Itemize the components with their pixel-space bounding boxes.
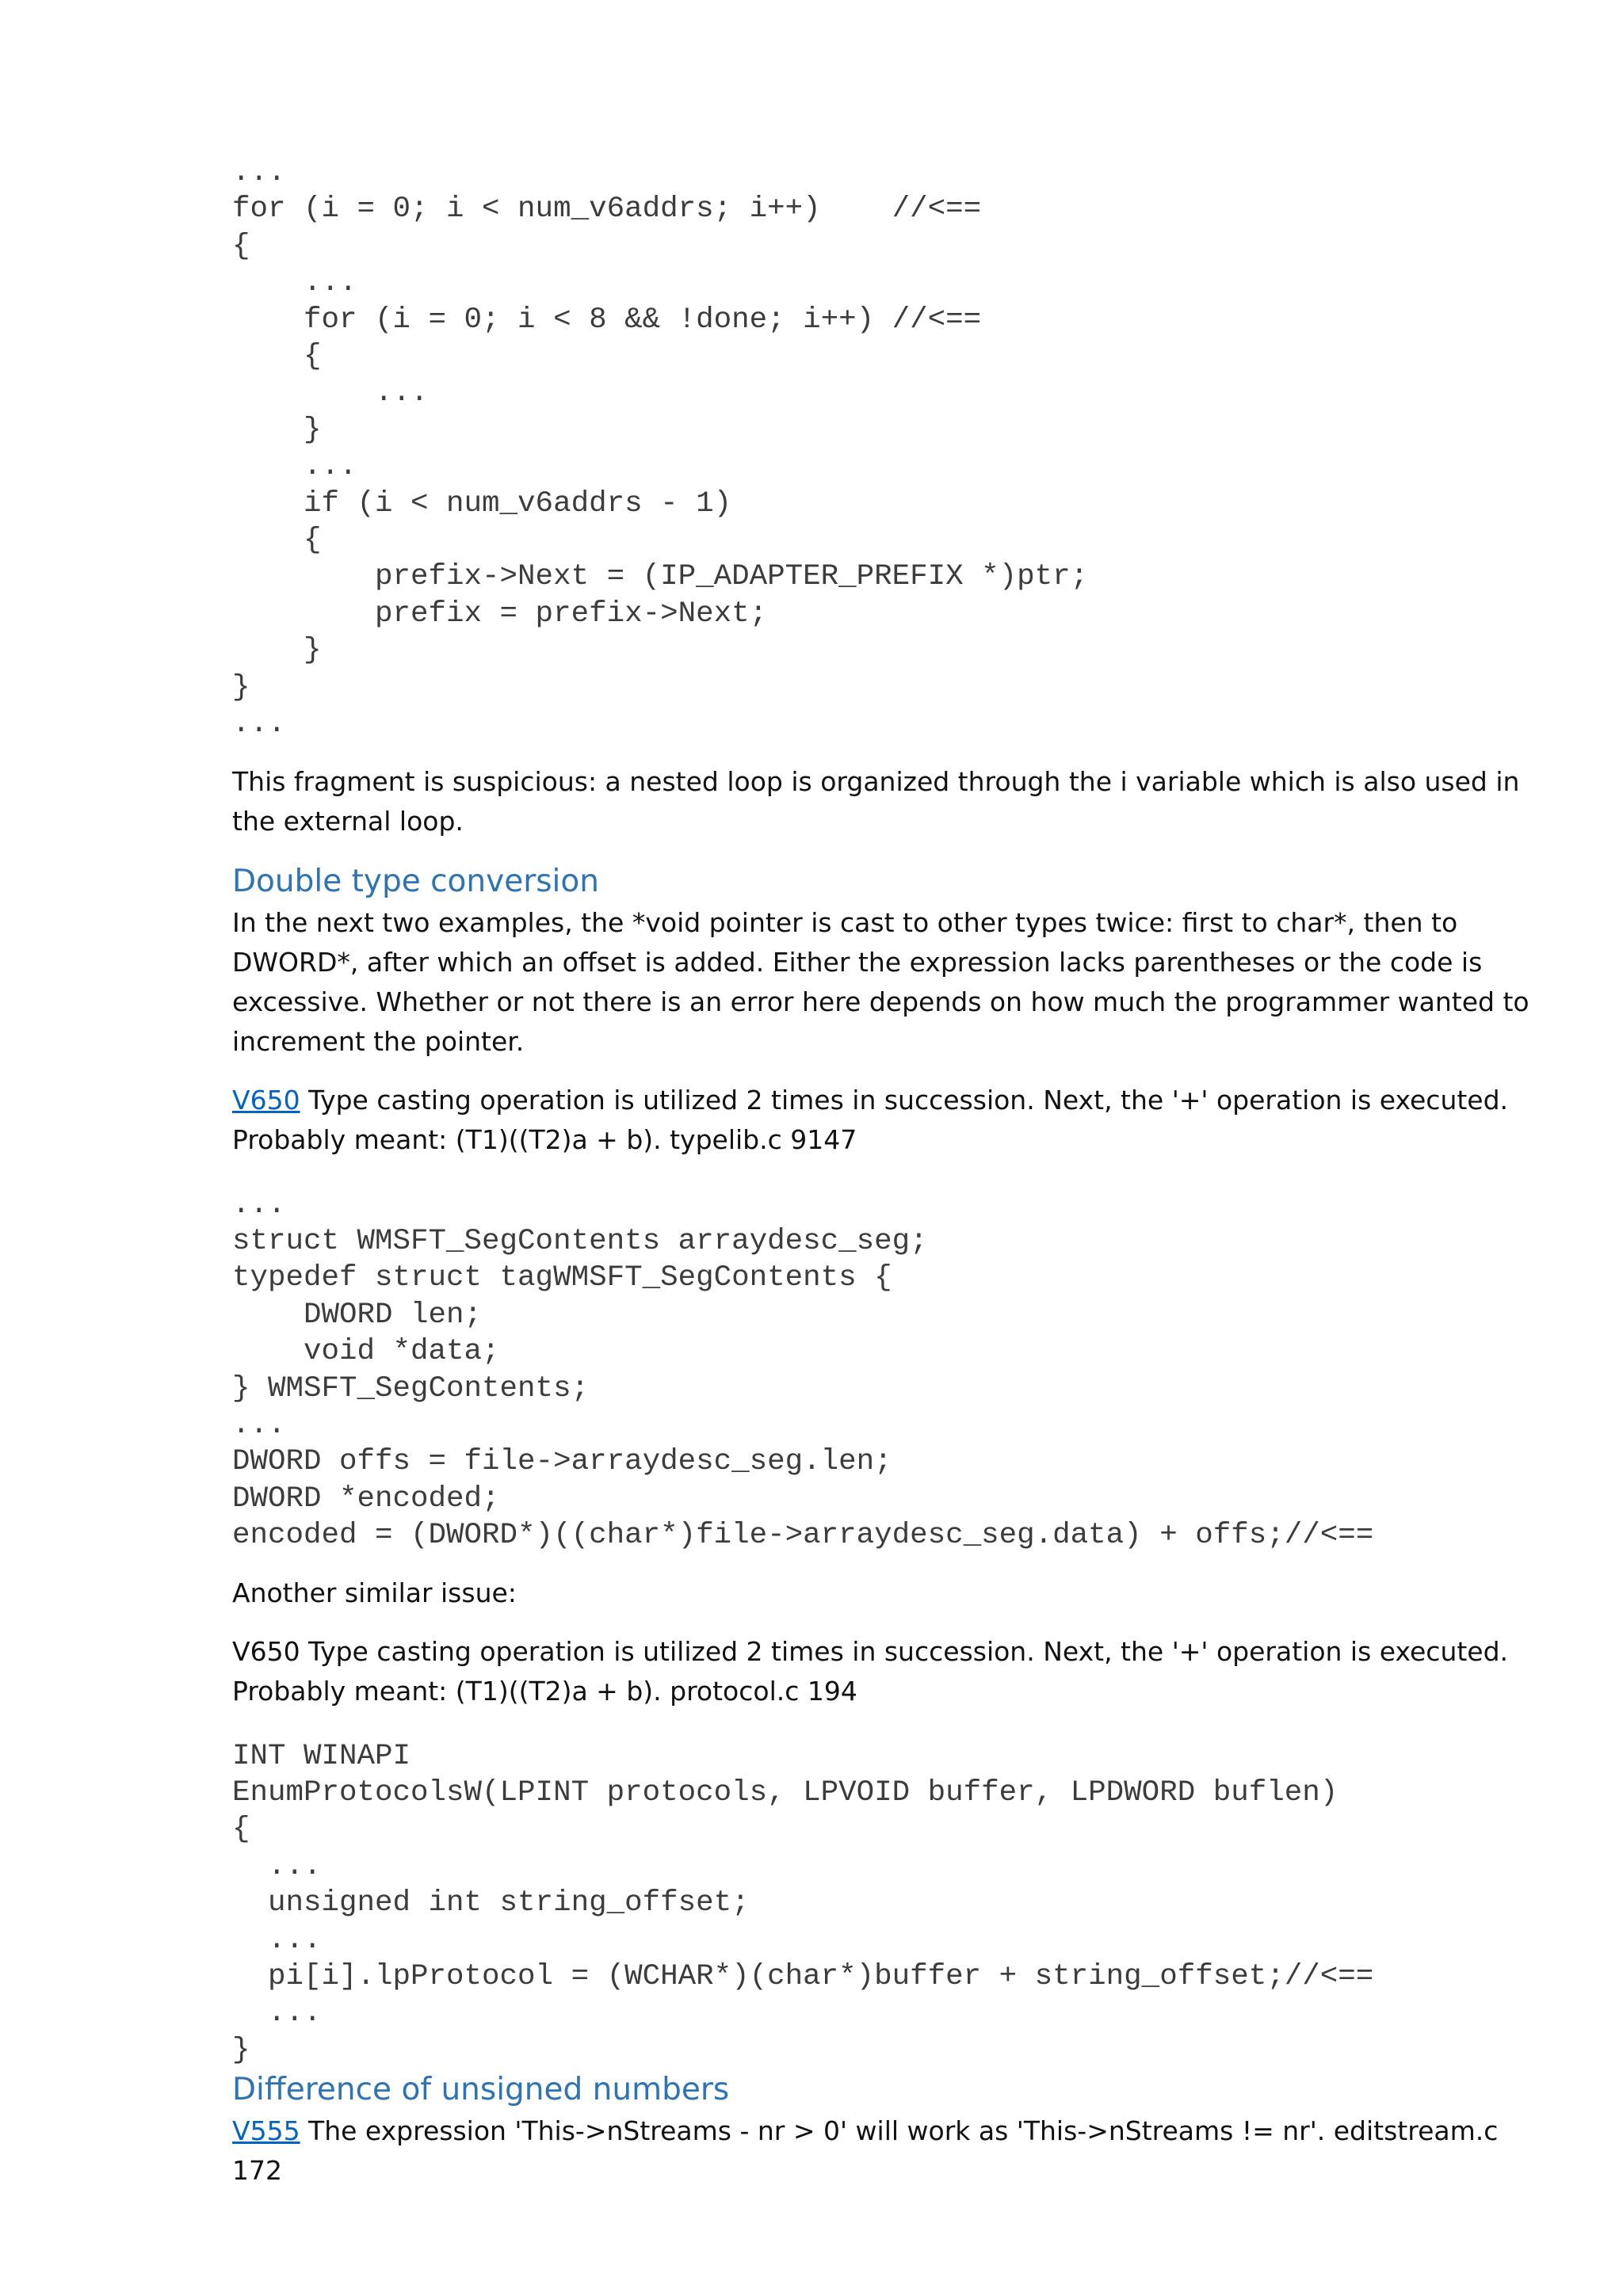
link-v650[interactable]: V650 — [232, 1084, 300, 1116]
paragraph-another-issue: Another similar issue: — [232, 1577, 517, 1608]
heading-double-type-conversion: Double type conversion — [232, 863, 599, 899]
paragraph-v650-protocol: V650 Type casting operation is utilized 2 times in succession. Next, the '+' operation is executed. Probably meant: (T1)((T2)a + b). protocol.c 194 — [232, 1635, 1509, 1707]
paragraph-double-cast-intro: In the next two examples, the *void pointer is cast to other types twice: first to char*, then to DWORD*, after which an offset is added. Either the expression lacks parentheses or the code is excessive. Whether or not there is an error here depends on how much the programmer wanted to increment the pointer. — [232, 906, 1529, 1057]
heading-difference-unsigned: Difference of unsigned numbers — [232, 2072, 730, 2108]
paragraph-v650-typelib — [232, 1081, 1532, 1160]
v555-text: The expression 'This->nStreams - nr > 0' will work as 'This->nStreams != nr'. editstream.c 172 — [232, 2115, 1499, 2187]
v650-typelib-text: Type casting operation is utilized 2 times in succession. Next, the '+' operation is executed. Probably meant: (T1)((T2)a + b). typelib.c 9147 — [232, 1084, 1509, 1155]
paragraph-nested-loop-note: This fragment is suspicious: a nested loop is organized through the i variable which is also used in the external loop. — [232, 765, 1520, 837]
paragraph-v555 — [232, 2111, 1532, 2191]
code-block-protocol: INT WINAPI EnumProtocolsW(LPINT protocols, LPVOID buffer, LPDWORD buflen) { ... unsigned int string_offset; ... pi[i].lpProtocol = (WCHAR*)(char*)buffer + string_offset;//<== ... } — [232, 1739, 1374, 2067]
link-v555[interactable]: V555 — [232, 2115, 300, 2147]
page-content — [232, 154, 1532, 2191]
code-block-typelib: ... struct WMSFT_SegContents arraydesc_seg; typedef struct tagWMSFT_SegContents { DWORD len; void *data; } WMSFT_SegContents; ... DWORD offs = file->arraydesc_seg.len; DWORD *encoded; encoded = (DWORD*)((char*)file->arraydesc_seg.data) + offs;//<== — [232, 1188, 1374, 1553]
code-block-nested-loop: ... for (i = 0; i < num_v6addrs; i++) //<== { ... for (i = 0; i < 8 && !done; i++) //<== { ... } ... if (i < num_v6addrs - 1) { prefix->Next = (IP_ADAPTER_PREFIX *)ptr; prefix = prefix->Next; } } ... — [232, 156, 1089, 742]
